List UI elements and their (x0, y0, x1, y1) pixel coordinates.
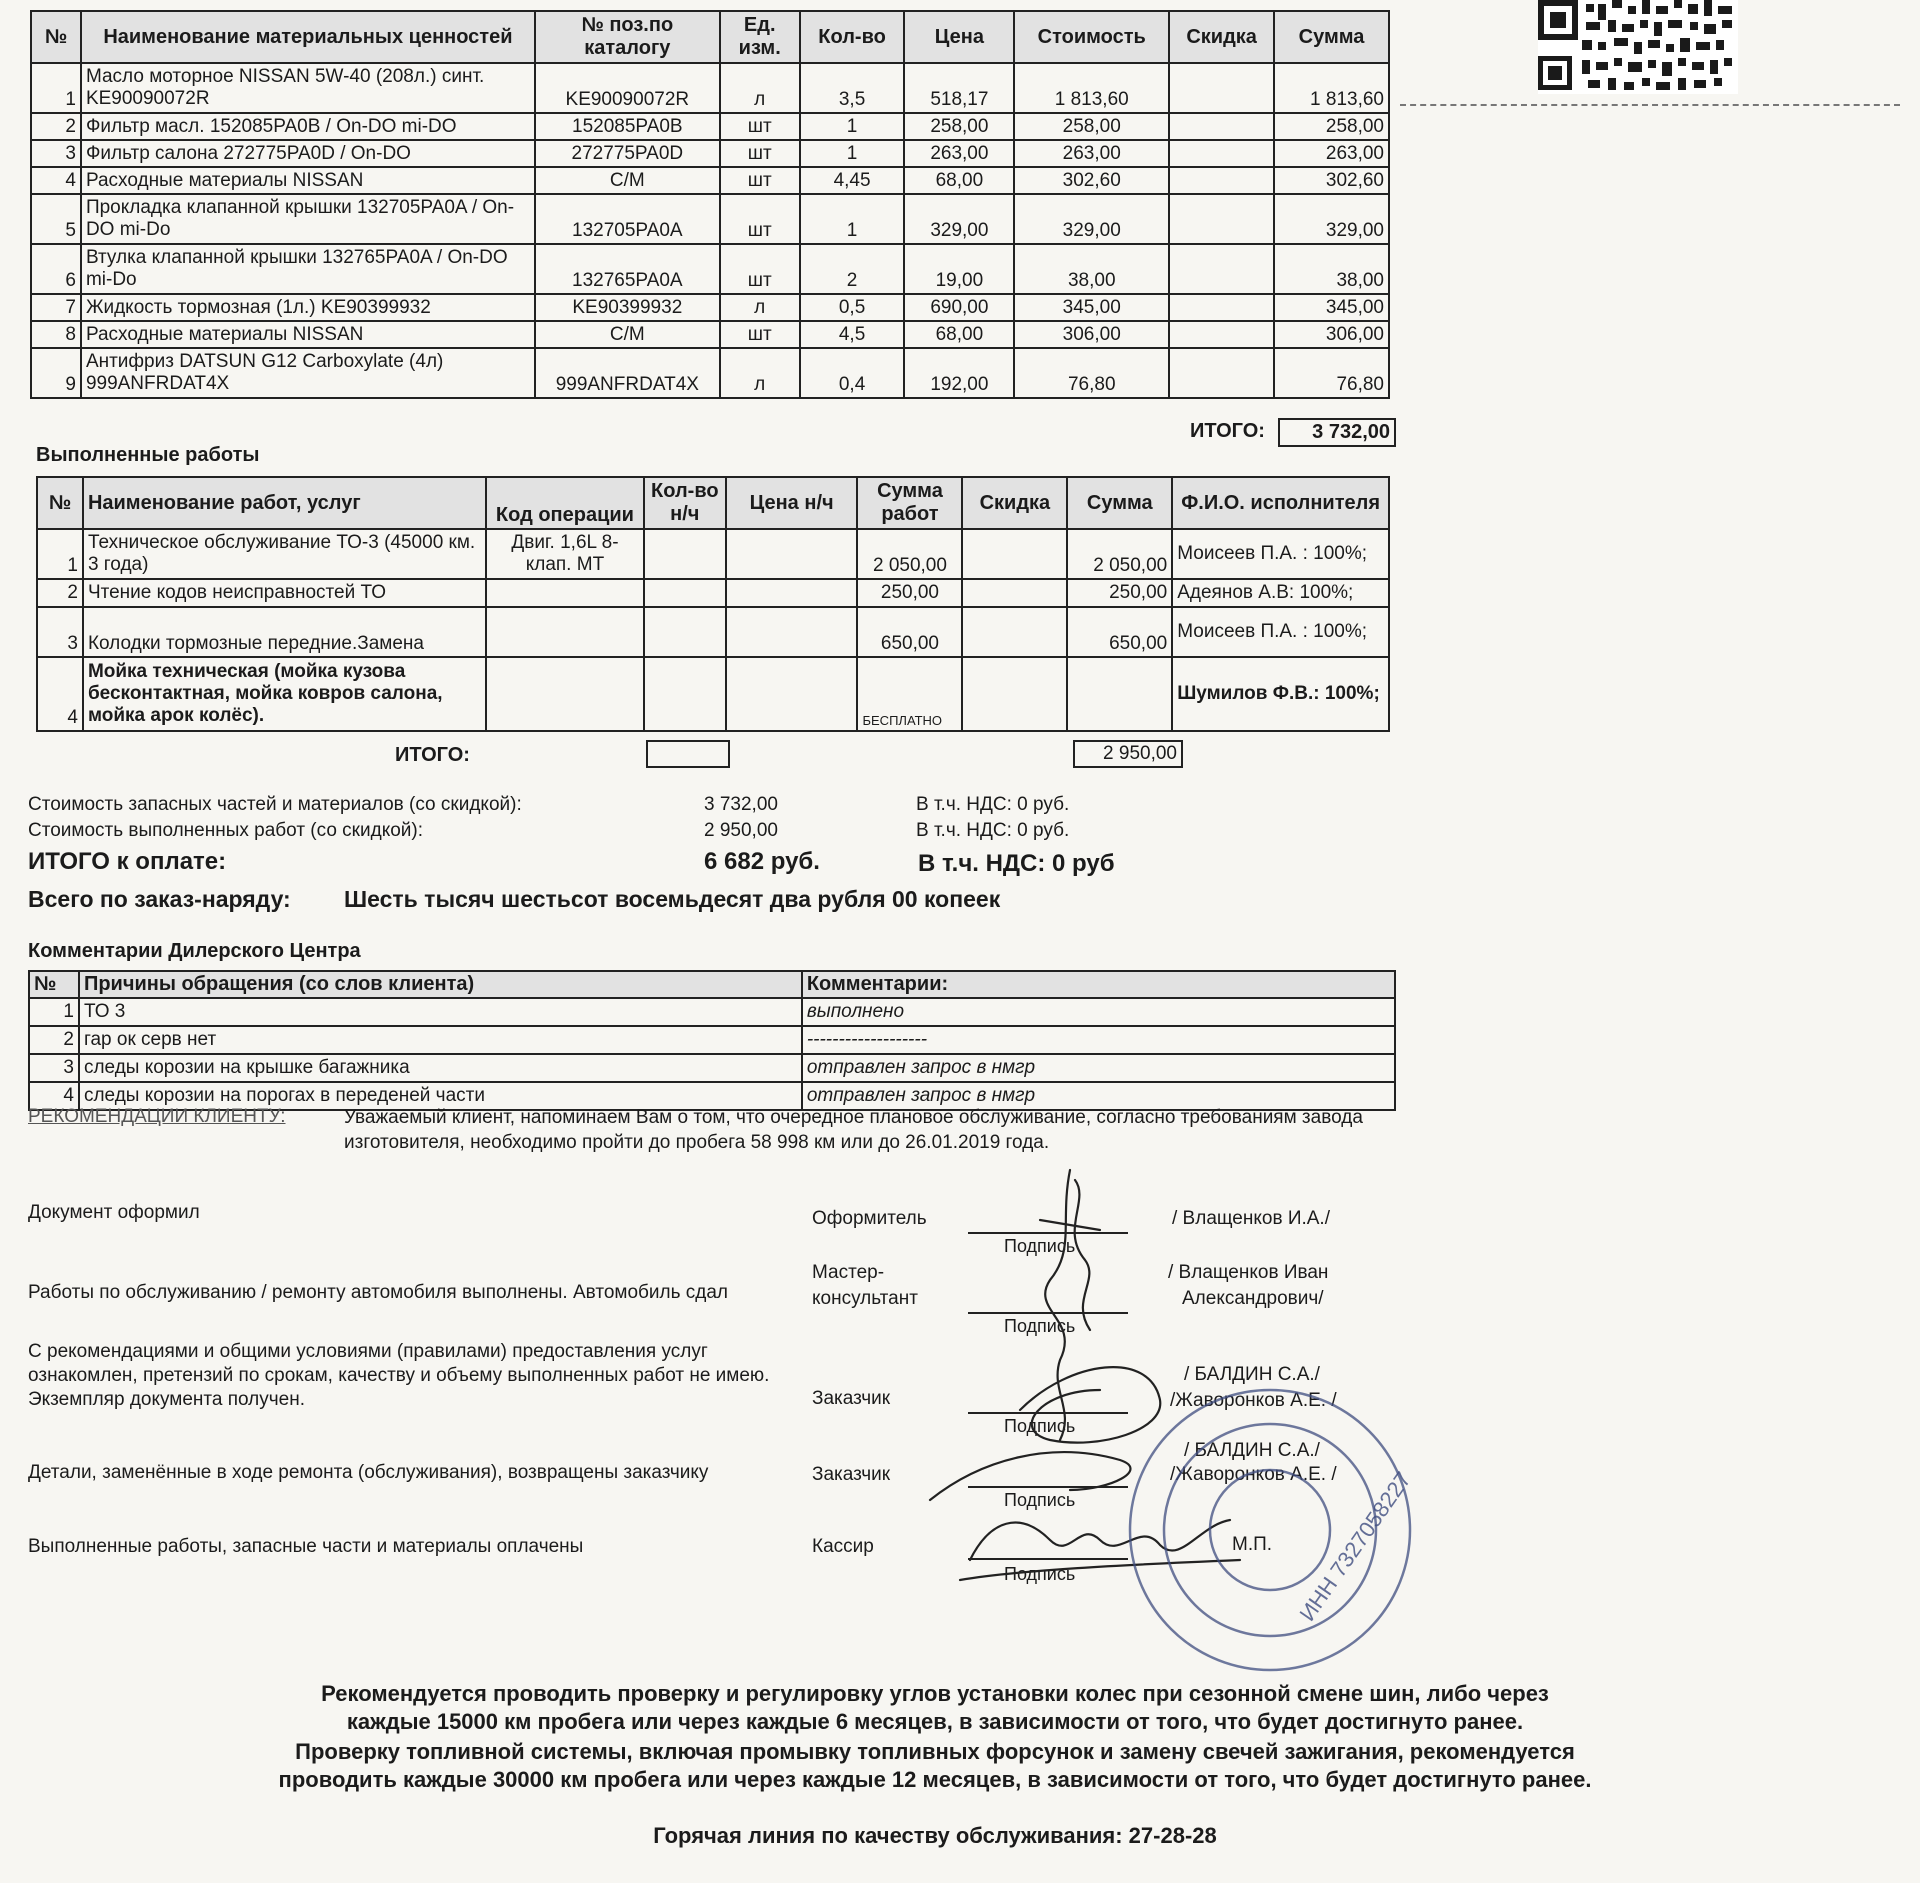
recommendation-label: РЕКОМЕНДАЦИИ КЛИЕНТУ: (28, 1106, 286, 1127)
table-row (29, 1026, 1395, 1054)
works-total-empty-box (646, 740, 730, 768)
works-cost-vat: В т.ч. НДС: 0 руб. (916, 820, 1070, 841)
row-code: C/M (535, 167, 720, 194)
company-stamp (1120, 1380, 1420, 1680)
table-row (31, 348, 1389, 398)
works-total-value: 2 950,00 (1073, 740, 1183, 768)
row-name: Чтение кодов неисправностей ТО (83, 579, 486, 607)
row-cost: 1 813,60 (1014, 63, 1169, 113)
works-cost-value: 2 950,00 (704, 820, 778, 841)
signature-caption: Подпись (1004, 1316, 1076, 1336)
document-by-label: Документ оформил (28, 1202, 200, 1223)
row-cost: 302,60 (1014, 167, 1169, 194)
row-unit: л (720, 63, 800, 113)
parts-returned-text: Детали, заменённые в ходе ремонта (обслуживания), возвращены заказчику (28, 1462, 709, 1483)
col-price: Цена (904, 11, 1014, 63)
row-code: 132705PA0A (535, 194, 720, 244)
row-work-sum: 650,00 (857, 607, 962, 657)
row-number: 5 (31, 194, 81, 244)
grand-total-vat: В т.ч. НДС: 0 руб (918, 850, 1115, 877)
table-row (37, 657, 1389, 731)
role-master-line2: консультант (812, 1288, 918, 1309)
row-number: 8 (31, 321, 81, 348)
row-discount (1169, 140, 1274, 167)
role-registrar: Оформитель (812, 1208, 927, 1229)
works-title: Выполненные работы (36, 444, 260, 466)
row-cost: 329,00 (1014, 194, 1169, 244)
signature-caption: Подпись (1004, 1416, 1076, 1436)
row-code (486, 607, 644, 657)
row-unit: л (720, 294, 800, 321)
master-name-line1: / Влащенков Иван (1168, 1262, 1329, 1283)
row-qty: 0,4 (800, 348, 905, 398)
total-in-words: Шесть тысяч шестьсот восемьдесят два рубля 00 копеек (344, 886, 1001, 912)
row-number: 4 (29, 1082, 79, 1110)
works-done-text: Работы по обслуживанию / ремонту автомобиля выполнены. Автомобиль сдал (28, 1282, 729, 1303)
row-reason: следы корозии на порогах в переденей части (79, 1082, 802, 1110)
col-work-name: Наименование работ, услуг (83, 477, 486, 529)
row-sum: 306,00 (1274, 321, 1389, 348)
customer-name-2: /Жаворонков А.Е. / (1170, 1390, 1337, 1411)
table-row (31, 194, 1389, 244)
row-comment: отправлен запрос в нмгр (802, 1054, 1395, 1082)
signature-caption: Подпись (1004, 1490, 1076, 1510)
row-name: Мойка техническая (мойка кузова бесконтактная, мойка ковров салона, мойка арок колёс). (83, 657, 486, 731)
row-discount (962, 579, 1067, 607)
parts-cost-value: 3 732,00 (704, 794, 778, 815)
table-row (37, 607, 1389, 657)
row-discount (1169, 63, 1274, 113)
row-code: 152085PA0B (535, 113, 720, 140)
row-reason: гар ок серв нет (79, 1026, 802, 1054)
row-number: 3 (31, 140, 81, 167)
row-price (726, 607, 858, 657)
row-qty: 4,5 (800, 321, 905, 348)
table-row (31, 244, 1389, 294)
row-number: 1 (31, 63, 81, 113)
row-sum: 2 050,00 (1067, 529, 1172, 579)
row-comment: ------------------- (802, 1026, 1395, 1054)
row-name: Прокладка клапанной крышки 132705PA0A / On-DO mi-Do (81, 194, 535, 244)
row-code: 272775PA0D (535, 140, 720, 167)
row-qty: 4,45 (800, 167, 905, 194)
row-discount (962, 529, 1067, 579)
row-comment: отправлен запрос в нмгр (802, 1082, 1395, 1110)
row-discount (1169, 194, 1274, 244)
row-sum: 650,00 (1067, 607, 1172, 657)
comments-header-row (29, 971, 1395, 998)
row-price: 192,00 (904, 348, 1014, 398)
row-cost: 263,00 (1014, 140, 1169, 167)
col-work-sum: Сумма работ (857, 477, 962, 529)
row-qty: 0,5 (800, 294, 905, 321)
row-hours (644, 529, 726, 579)
footer-line-2: каждые 15000 км пробега или через каждые 6 месяцев, в зависимости от того, что будет достигнуто ранее. (346, 1709, 1524, 1734)
row-number: 4 (37, 657, 83, 731)
col-number: № (31, 11, 81, 63)
row-price (726, 579, 858, 607)
row-code: 132765PA0A (535, 244, 720, 294)
row-number: 4 (31, 167, 81, 194)
recommendation-text: Уважаемый клиент, напоминаем Вам о том, что очередное плановое обслуживание, согласно требованиям завода изготовителя, необходимо пройти до пробега 58 998 км или до 26.01.2019 года. (344, 1107, 1363, 1153)
col-worker: Ф.И.О. исполнителя (1172, 477, 1389, 529)
table-row (31, 167, 1389, 194)
table-row (31, 294, 1389, 321)
paid-text: Выполненные работы, запасные части и материалы оплачены (28, 1536, 584, 1557)
col-discount: Скидка (962, 477, 1067, 529)
row-reason: следы корозии на крышке багажника (79, 1054, 802, 1082)
col-reason: Причины обращения (со слов клиента) (79, 971, 802, 998)
row-code: KE90399932 (535, 294, 720, 321)
row-number: 2 (37, 579, 83, 607)
signature-caption: Подпись (1004, 1236, 1076, 1256)
customer-name-1: / БАЛДИН С.А./ (1184, 1364, 1320, 1385)
table-row (37, 529, 1389, 579)
customer-name-2-parts: /Жаворонков А.Е. / (1170, 1464, 1337, 1485)
parts-cost-label: Стоимость запасных частей и материалов (со скидкой): (28, 794, 522, 815)
col-qty: Кол-во (800, 11, 905, 63)
grand-total-value: 6 682 руб. (704, 848, 820, 875)
row-worker: Шумилов Ф.В.: 100%; (1172, 657, 1389, 731)
row-price (726, 657, 858, 731)
row-unit: шт (720, 244, 800, 294)
row-discount (962, 657, 1067, 731)
row-name: Втулка клапанной крышки 132765PA0A / On-DO mi-Do (81, 244, 535, 294)
row-name: Колодки тормозные передние.Замена (83, 607, 486, 657)
row-code (486, 657, 644, 731)
row-discount (1169, 113, 1274, 140)
footer-line-1: Рекомендуется проводить проверку и регулировку углов установки колес при сезонной смене шин, либо через (321, 1681, 1549, 1706)
row-code (486, 579, 644, 607)
qr-code (1538, 0, 1738, 94)
col-hour-price: Цена н/ч (726, 477, 858, 529)
row-sum: 258,00 (1274, 113, 1389, 140)
table-row (31, 140, 1389, 167)
row-unit: л (720, 348, 800, 398)
works-table (36, 476, 1390, 732)
row-name: Антифриз DATSUN G12 Carboxylate (4л) 999ANFRDAT4X (81, 348, 535, 398)
comments-table (28, 970, 1396, 1111)
row-name: Фильтр салона 272775PA0D / On-DO (81, 140, 535, 167)
acquainted-text: С рекомендациями и общими условиями (правилами) предоставления услуг ознакомлен, претензий по срокам, качеству и объему выполненных работ не имею. Экземпляр документа получен. (28, 1341, 770, 1410)
col-sum: Сумма (1067, 477, 1172, 529)
row-cost: 38,00 (1014, 244, 1169, 294)
table-row (37, 579, 1389, 607)
cut-line (1400, 104, 1900, 106)
works-cost-label: Стоимость выполненных работ (со скидкой): (28, 820, 424, 841)
col-discount: Скидка (1169, 11, 1274, 63)
customer-name-1-parts: / БАЛДИН С.А./ (1184, 1440, 1320, 1461)
col-sum: Сумма (1274, 11, 1389, 63)
role-cashier: Кассир (812, 1536, 874, 1557)
col-catalog: № поз.по каталогу (535, 11, 720, 63)
stamp-mark-label: М.П. (1232, 1534, 1273, 1555)
col-hours: Кол-во н/ч (644, 477, 726, 529)
role-customer-parts: Заказчик (812, 1464, 891, 1485)
row-sum: 1 813,60 (1274, 63, 1389, 113)
row-price: 518,17 (904, 63, 1014, 113)
stamp-inn: ИНН 7327058227 (1294, 1467, 1416, 1626)
row-number: 6 (31, 244, 81, 294)
row-name: Жидкость тормозная (1л.) KE90399932 (81, 294, 535, 321)
row-worker: Адеянов А.В: 100%; (1172, 579, 1389, 607)
row-name: Техническое обслуживание ТО-3 (45000 км. 3 года) (83, 529, 486, 579)
col-name: Наименование материальных ценностей (81, 11, 535, 63)
total-in-words-label: Всего по заказ-наряду: (28, 886, 291, 912)
row-unit: шт (720, 113, 800, 140)
row-discount (1169, 348, 1274, 398)
row-qty: 1 (800, 113, 905, 140)
row-unit: шт (720, 140, 800, 167)
row-work-sum: 250,00 (857, 579, 962, 607)
row-qty: 3,5 (800, 63, 905, 113)
row-sum (1067, 657, 1172, 731)
col-number: № (37, 477, 83, 529)
works-total-label: ИТОГО: (395, 744, 470, 766)
footer-line-4: проводить каждые 30000 км пробега или через каждые 12 месяцев, в зависимости от того, что будет достигнуто ранее. (278, 1767, 1592, 1792)
row-discount (1169, 244, 1274, 294)
registrar-name: / Влащенков И.А./ (1172, 1208, 1330, 1229)
col-number: № (29, 971, 79, 998)
master-name-line2: Александрович/ (1182, 1288, 1324, 1309)
col-comment: Комментарии: (802, 971, 1395, 998)
row-work-sum: 2 050,00 (857, 529, 962, 579)
row-cost: 258,00 (1014, 113, 1169, 140)
row-cost: 76,80 (1014, 348, 1169, 398)
row-worker: Моисеев П.А. : 100%; (1172, 529, 1389, 579)
row-hours (644, 607, 726, 657)
materials-total-value: 3 732,00 (1278, 418, 1396, 447)
row-sum: 76,80 (1274, 348, 1389, 398)
row-name: Масло моторное NISSAN 5W-40 (208л.) синт. KE90090072R (81, 63, 535, 113)
row-number: 9 (31, 348, 81, 398)
row-price: 263,00 (904, 140, 1014, 167)
row-work-sum: БЕСПЛАТНО (857, 657, 962, 731)
row-code: C/M (535, 321, 720, 348)
row-hours (644, 657, 726, 731)
row-number: 1 (37, 529, 83, 579)
row-price: 68,00 (904, 321, 1014, 348)
signature-caption: Подпись (1004, 1564, 1076, 1584)
row-discount (1169, 321, 1274, 348)
row-code: 999ANFRDAT4X (535, 348, 720, 398)
row-sum: 250,00 (1067, 579, 1172, 607)
materials-table (30, 10, 1390, 399)
row-cost: 345,00 (1014, 294, 1169, 321)
materials-header-row (31, 11, 1389, 63)
grand-total-label: ИТОГО к оплате: (28, 848, 227, 875)
row-sum: 329,00 (1274, 194, 1389, 244)
row-qty: 1 (800, 140, 905, 167)
footer-line-3: Проверку топливной системы, включая промывку топливных форсунок и замену свечей зажигания, рекомендуется (295, 1739, 1575, 1764)
row-discount (962, 607, 1067, 657)
table-row (29, 998, 1395, 1026)
row-comment: выполнено (802, 998, 1395, 1026)
table-row (29, 1054, 1395, 1082)
row-name: Расходные материалы NISSAN (81, 321, 535, 348)
row-code: KE90090072R (535, 63, 720, 113)
row-number: 7 (31, 294, 81, 321)
col-op-code: Код операции (486, 477, 644, 529)
row-price: 258,00 (904, 113, 1014, 140)
comments-title: Комментарии Дилерского Центра (28, 940, 361, 962)
row-reason: ТО 3 (79, 998, 802, 1026)
materials-total-label: ИТОГО: (1190, 420, 1265, 442)
col-unit: Ед. изм. (720, 11, 800, 63)
row-number: 3 (37, 607, 83, 657)
row-hours (644, 579, 726, 607)
works-header-row (37, 477, 1389, 529)
table-row (31, 113, 1389, 140)
parts-cost-vat: В т.ч. НДС: 0 руб. (916, 794, 1070, 815)
row-qty: 2 (800, 244, 905, 294)
row-sum: 263,00 (1274, 140, 1389, 167)
row-price: 19,00 (904, 244, 1014, 294)
row-worker: Моисеев П.А. : 100%; (1172, 607, 1389, 657)
row-sum: 345,00 (1274, 294, 1389, 321)
row-name: Расходные материалы NISSAN (81, 167, 535, 194)
row-number: 1 (29, 998, 79, 1026)
col-cost: Стоимость (1014, 11, 1169, 63)
row-unit: шт (720, 321, 800, 348)
row-price: 329,00 (904, 194, 1014, 244)
role-customer: Заказчик (812, 1388, 891, 1409)
row-discount (1169, 167, 1274, 194)
row-unit: шт (720, 194, 800, 244)
row-number: 2 (29, 1026, 79, 1054)
role-master-line1: Мастер- (812, 1262, 885, 1283)
row-price (726, 529, 858, 579)
row-number: 2 (31, 113, 81, 140)
quality-hotline: Горячая линия по качеству обслуживания: 27-28-28 (653, 1823, 1217, 1848)
row-name: Фильтр масл. 152085PA0B / On-DO mi-DO (81, 113, 535, 140)
row-qty: 1 (800, 194, 905, 244)
row-price: 690,00 (904, 294, 1014, 321)
row-cost: 306,00 (1014, 321, 1169, 348)
row-sum: 38,00 (1274, 244, 1389, 294)
row-number: 3 (29, 1054, 79, 1082)
row-discount (1169, 294, 1274, 321)
row-sum: 302,60 (1274, 167, 1389, 194)
row-price: 68,00 (904, 167, 1014, 194)
row-code: Двиг. 1,6L 8-клап. MT (486, 529, 644, 579)
table-row (31, 321, 1389, 348)
row-unit: шт (720, 167, 800, 194)
table-row (31, 63, 1389, 113)
